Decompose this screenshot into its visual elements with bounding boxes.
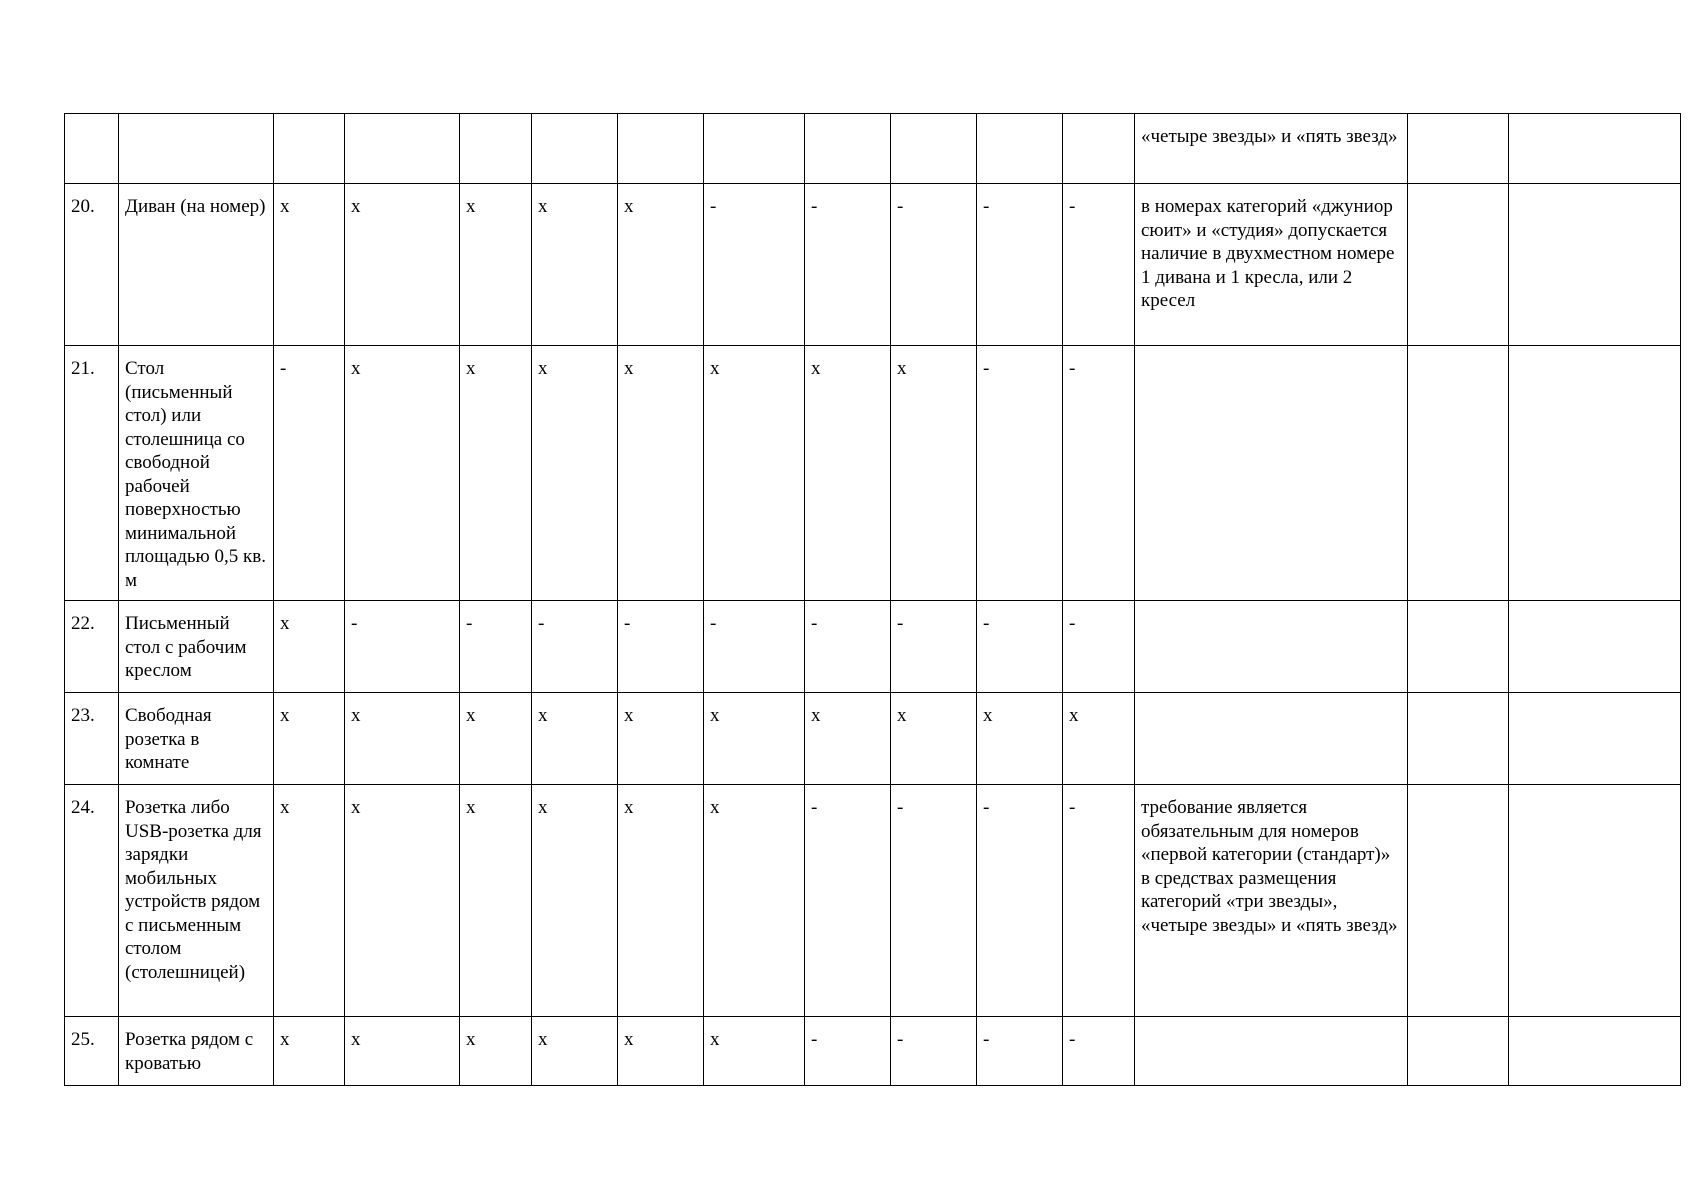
note-cell xyxy=(1135,346,1408,601)
extra-cell xyxy=(1509,346,1681,601)
category-mark-cell: х xyxy=(345,785,460,1017)
category-mark-cell: х xyxy=(704,785,805,1017)
category-mark-cell: х xyxy=(532,785,618,1017)
category-mark-cell: х xyxy=(460,346,532,601)
category-mark-cell: - xyxy=(891,785,977,1017)
row-number-cell: 22. xyxy=(65,601,119,693)
note-cell xyxy=(1135,1017,1408,1086)
category-mark-cell: - xyxy=(977,346,1063,601)
category-mark-cell xyxy=(460,114,532,184)
category-mark-cell xyxy=(805,114,891,184)
category-mark-cell: - xyxy=(805,601,891,693)
category-mark-cell: х xyxy=(460,184,532,346)
category-mark-cell: - xyxy=(345,601,460,693)
row-number-cell: 20. xyxy=(65,184,119,346)
category-mark-cell: х xyxy=(977,693,1063,785)
category-mark-cell: - xyxy=(977,184,1063,346)
category-mark-cell: х xyxy=(460,1017,532,1086)
category-mark-cell: - xyxy=(532,601,618,693)
category-mark-cell: х xyxy=(1063,693,1135,785)
table-row xyxy=(65,601,1681,693)
category-mark-cell xyxy=(1063,114,1135,184)
row-number-cell xyxy=(65,114,119,184)
extra-cell xyxy=(1509,1017,1681,1086)
category-mark-cell: х xyxy=(891,693,977,785)
category-mark-cell: х xyxy=(345,693,460,785)
table-row xyxy=(65,184,1681,346)
category-mark-cell xyxy=(345,114,460,184)
note-cell xyxy=(1135,693,1408,785)
category-mark-cell: х xyxy=(345,184,460,346)
category-mark-cell: х xyxy=(345,1017,460,1086)
note-cell: в номерах категорий «джуниор сюит» и «студия» допускается наличие в двухместном номере 1 дивана и 1 кресла, или 2 кресел xyxy=(1135,184,1408,346)
category-mark-cell: х xyxy=(345,346,460,601)
category-mark-cell: - xyxy=(891,184,977,346)
row-number-cell: 21. xyxy=(65,346,119,601)
note-cell: требование является обязательным для номеров «первой категории (стандарт)» в средствах размещения категорий «три звезды», «четыре звезды» и «пять звезд» xyxy=(1135,785,1408,1017)
category-mark-cell: х xyxy=(618,785,704,1017)
extra-cell xyxy=(1408,346,1509,601)
category-mark-cell: х xyxy=(891,346,977,601)
category-mark-cell: - xyxy=(805,184,891,346)
category-mark-cell xyxy=(977,114,1063,184)
row-number-cell: 23. xyxy=(65,693,119,785)
category-mark-cell: х xyxy=(805,693,891,785)
category-mark-cell: х xyxy=(460,693,532,785)
category-mark-cell xyxy=(704,114,805,184)
category-mark-cell: х xyxy=(704,1017,805,1086)
extra-cell xyxy=(1509,785,1681,1017)
category-mark-cell: - xyxy=(891,1017,977,1086)
category-mark-cell: х xyxy=(618,693,704,785)
category-mark-cell xyxy=(618,114,704,184)
category-mark-cell xyxy=(274,114,345,184)
category-mark-cell: х xyxy=(274,1017,345,1086)
category-mark-cell: х xyxy=(532,346,618,601)
category-mark-cell: х xyxy=(274,184,345,346)
category-mark-cell: х xyxy=(618,184,704,346)
category-mark-cell: х xyxy=(805,346,891,601)
category-mark-cell: - xyxy=(1063,184,1135,346)
category-mark-cell: - xyxy=(805,1017,891,1086)
extra-cell xyxy=(1408,184,1509,346)
category-mark-cell: х xyxy=(460,785,532,1017)
table-row xyxy=(65,1017,1681,1086)
category-mark-cell: х xyxy=(274,601,345,693)
item-name-cell: Диван (на номер) xyxy=(119,184,274,346)
category-mark-cell: - xyxy=(1063,346,1135,601)
table-row xyxy=(65,785,1681,1017)
category-mark-cell: - xyxy=(274,346,345,601)
item-name-cell: Розетка рядом с кроватью xyxy=(119,1017,274,1086)
extra-cell xyxy=(1509,693,1681,785)
category-mark-cell: х xyxy=(618,346,704,601)
item-name-cell: Письменный стол с рабочим креслом xyxy=(119,601,274,693)
extra-cell xyxy=(1509,601,1681,693)
note-cell xyxy=(1135,601,1408,693)
requirements-table xyxy=(64,113,1681,1086)
category-mark-cell: - xyxy=(460,601,532,693)
extra-cell xyxy=(1408,601,1509,693)
category-mark-cell: х xyxy=(704,346,805,601)
item-name-cell: Стол (письменный стол) или столешница со свободной рабочей поверхностью минимальной площадью 0,5 кв. м xyxy=(119,346,274,601)
extra-cell xyxy=(1408,114,1509,184)
category-mark-cell: - xyxy=(618,601,704,693)
category-mark-cell: х xyxy=(274,693,345,785)
category-mark-cell: - xyxy=(704,601,805,693)
note-cell: «четыре звезды» и «пять звезд» xyxy=(1135,114,1408,184)
category-mark-cell: х xyxy=(274,785,345,1017)
table-row xyxy=(65,693,1681,785)
extra-cell xyxy=(1408,1017,1509,1086)
item-name-cell: Розетка либо USB-розетка для зарядки мобильных устройств рядом с письменным столом (столешницей) xyxy=(119,785,274,1017)
category-mark-cell: х xyxy=(532,184,618,346)
category-mark-cell: х xyxy=(704,693,805,785)
category-mark-cell: - xyxy=(891,601,977,693)
table-row xyxy=(65,346,1681,601)
extra-cell xyxy=(1509,184,1681,346)
category-mark-cell xyxy=(532,114,618,184)
item-name-cell xyxy=(119,114,274,184)
row-number-cell: 25. xyxy=(65,1017,119,1086)
category-mark-cell: - xyxy=(977,1017,1063,1086)
table-row xyxy=(65,114,1681,184)
table-body xyxy=(65,114,1681,1086)
item-name-cell: Свободная розетка в комнате xyxy=(119,693,274,785)
category-mark-cell: - xyxy=(1063,785,1135,1017)
category-mark-cell: х xyxy=(618,1017,704,1086)
category-mark-cell: - xyxy=(977,785,1063,1017)
category-mark-cell: - xyxy=(805,785,891,1017)
extra-cell xyxy=(1408,693,1509,785)
row-number-cell: 24. xyxy=(65,785,119,1017)
extra-cell xyxy=(1408,785,1509,1017)
category-mark-cell: х xyxy=(532,693,618,785)
category-mark-cell: - xyxy=(1063,601,1135,693)
category-mark-cell: х xyxy=(532,1017,618,1086)
category-mark-cell: - xyxy=(1063,1017,1135,1086)
category-mark-cell xyxy=(891,114,977,184)
extra-cell xyxy=(1509,114,1681,184)
category-mark-cell: - xyxy=(977,601,1063,693)
category-mark-cell: - xyxy=(704,184,805,346)
